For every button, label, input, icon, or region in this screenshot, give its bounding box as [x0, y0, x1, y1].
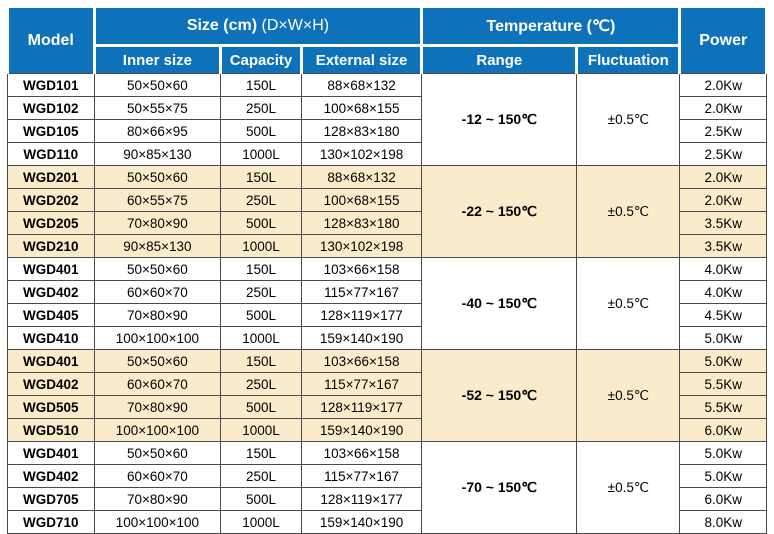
capacity-cell: 250L — [221, 189, 301, 212]
fluctuation-cell: ±0.5℃ — [577, 166, 680, 258]
external-size-cell: 128×83×180 — [301, 120, 422, 143]
fluctuation-cell: ±0.5℃ — [577, 74, 680, 166]
column-header-power: Power — [680, 7, 767, 74]
inner-size-cell: 90×85×130 — [94, 235, 221, 258]
external-size-cell: 159×140×190 — [301, 327, 422, 350]
power-cell: 4.0Kw — [680, 281, 767, 304]
capacity-cell: 500L — [221, 488, 301, 511]
power-cell: 8.0Kw — [680, 511, 767, 534]
inner-size-cell: 70×80×90 — [94, 304, 221, 327]
power-cell: 2.0Kw — [680, 166, 767, 189]
power-cell: 4.5Kw — [680, 304, 767, 327]
external-size-cell: 103×66×158 — [301, 350, 422, 373]
capacity-cell: 150L — [221, 166, 301, 189]
capacity-cell: 250L — [221, 373, 301, 396]
model-cell: WGD401 — [8, 350, 95, 373]
model-cell: WGD405 — [8, 304, 95, 327]
model-cell: WGD205 — [8, 212, 95, 235]
power-cell: 2.0Kw — [680, 74, 767, 97]
model-cell: WGD510 — [8, 419, 95, 442]
power-cell: 5.0Kw — [680, 350, 767, 373]
range-cell: -12 ~ 150℃ — [422, 74, 577, 166]
inner-size-cell: 100×100×100 — [94, 327, 221, 350]
column-group-size — [94, 7, 422, 46]
external-size-cell: 115×77×167 — [301, 465, 422, 488]
fluctuation-cell: ±0.5℃ — [577, 350, 680, 442]
table-row — [8, 258, 767, 281]
power-cell: 5.0Kw — [680, 442, 767, 465]
model-cell: WGD105 — [8, 120, 95, 143]
model-cell: WGD402 — [8, 373, 95, 396]
external-size-cell: 159×140×190 — [301, 419, 422, 442]
external-size-cell: 100×68×155 — [301, 97, 422, 120]
inner-size-cell: 60×55×75 — [94, 189, 221, 212]
capacity-cell: 150L — [221, 350, 301, 373]
capacity-cell: 1000L — [221, 143, 301, 166]
model-cell: WGD710 — [8, 511, 95, 534]
model-cell: WGD202 — [8, 189, 95, 212]
model-cell: WGD505 — [8, 396, 95, 419]
inner-size-cell: 50×50×60 — [94, 442, 221, 465]
table-row — [8, 74, 767, 97]
inner-size-cell: 50×55×75 — [94, 97, 221, 120]
size-group-label: Size (cm) — [186, 17, 258, 34]
capacity-cell: 1000L — [221, 419, 301, 442]
column-header-capacity: Capacity — [221, 46, 301, 74]
inner-size-cell: 70×80×90 — [94, 488, 221, 511]
capacity-cell: 150L — [221, 442, 301, 465]
external-size-cell: 128×119×177 — [301, 488, 422, 511]
model-cell: WGD410 — [8, 327, 95, 350]
model-cell: WGD402 — [8, 281, 95, 304]
table-row — [8, 166, 767, 189]
range-cell: -22 ~ 150℃ — [422, 166, 577, 258]
external-size-cell: 88×68×132 — [301, 166, 422, 189]
power-cell: 2.0Kw — [680, 97, 767, 120]
power-cell: 5.5Kw — [680, 373, 767, 396]
external-size-cell: 100×68×155 — [301, 189, 422, 212]
column-header-fluctuation: Fluctuation — [577, 46, 680, 74]
model-cell: WGD401 — [8, 442, 95, 465]
model-cell: WGD705 — [8, 488, 95, 511]
header-row-subcolumns — [8, 46, 767, 74]
capacity-cell: 1000L — [221, 235, 301, 258]
inner-size-cell: 60×60×70 — [94, 281, 221, 304]
power-cell: 2.0Kw — [680, 189, 767, 212]
capacity-cell: 500L — [221, 120, 301, 143]
inner-size-cell: 90×85×130 — [94, 143, 221, 166]
inner-size-cell: 50×50×60 — [94, 350, 221, 373]
column-header-range: Range — [422, 46, 577, 74]
range-cell: -70 ~ 150℃ — [422, 442, 577, 534]
inner-size-cell: 100×100×100 — [94, 419, 221, 442]
power-cell: 5.5Kw — [680, 396, 767, 419]
model-cell: WGD210 — [8, 235, 95, 258]
model-cell: WGD402 — [8, 465, 95, 488]
capacity-cell: 500L — [221, 212, 301, 235]
spec-table-body — [8, 74, 767, 534]
power-cell: 5.0Kw — [680, 465, 767, 488]
external-size-cell: 88×68×132 — [301, 74, 422, 97]
capacity-cell: 250L — [221, 97, 301, 120]
capacity-cell: 500L — [221, 304, 301, 327]
external-size-cell: 128×119×177 — [301, 396, 422, 419]
capacity-cell: 250L — [221, 281, 301, 304]
power-cell: 3.5Kw — [680, 235, 767, 258]
model-cell: WGD101 — [8, 74, 95, 97]
capacity-cell: 1000L — [221, 511, 301, 534]
model-cell: WGD401 — [8, 258, 95, 281]
fluctuation-cell: ±0.5℃ — [577, 258, 680, 350]
power-cell: 5.0Kw — [680, 327, 767, 350]
external-size-cell: 130×102×198 — [301, 235, 422, 258]
capacity-cell: 150L — [221, 74, 301, 97]
inner-size-cell: 80×66×95 — [94, 120, 221, 143]
capacity-cell: 1000L — [221, 327, 301, 350]
header-row-groups — [8, 7, 767, 46]
capacity-cell: 250L — [221, 465, 301, 488]
inner-size-cell: 60×60×70 — [94, 465, 221, 488]
model-cell: WGD110 — [8, 143, 95, 166]
power-cell: 2.5Kw — [680, 143, 767, 166]
column-header-external-size: External size — [301, 46, 422, 74]
power-cell: 2.5Kw — [680, 120, 767, 143]
external-size-cell: 103×66×158 — [301, 442, 422, 465]
capacity-cell: 150L — [221, 258, 301, 281]
inner-size-cell: 70×80×90 — [94, 396, 221, 419]
external-size-cell: 115×77×167 — [301, 281, 422, 304]
model-cell: WGD102 — [8, 97, 95, 120]
range-cell: -40 ~ 150℃ — [422, 258, 577, 350]
column-group-temperature: Temperature (℃) — [422, 7, 680, 46]
inner-size-cell: 50×50×60 — [94, 166, 221, 189]
model-cell: WGD201 — [8, 166, 95, 189]
inner-size-cell: 50×50×60 — [94, 258, 221, 281]
power-cell: 4.0Kw — [680, 258, 767, 281]
size-group-dimensions-label: (D×W×H) — [261, 17, 330, 34]
external-size-cell: 103×66×158 — [301, 258, 422, 281]
spec-table — [6, 5, 768, 534]
inner-size-cell: 60×60×70 — [94, 373, 221, 396]
external-size-cell: 115×77×167 — [301, 373, 422, 396]
inner-size-cell: 50×50×60 — [94, 74, 221, 97]
external-size-cell: 128×83×180 — [301, 212, 422, 235]
column-header-model: Model — [8, 7, 95, 74]
range-cell: -52 ~ 150℃ — [422, 350, 577, 442]
fluctuation-cell: ±0.5℃ — [577, 442, 680, 534]
table-row — [8, 350, 767, 373]
table-header — [8, 7, 767, 74]
external-size-cell: 130×102×198 — [301, 143, 422, 166]
external-size-cell: 159×140×190 — [301, 511, 422, 534]
inner-size-cell: 100×100×100 — [94, 511, 221, 534]
column-header-inner-size: Inner size — [94, 46, 221, 74]
inner-size-cell: 70×80×90 — [94, 212, 221, 235]
external-size-cell: 128×119×177 — [301, 304, 422, 327]
capacity-cell: 500L — [221, 396, 301, 419]
power-cell: 6.0Kw — [680, 488, 767, 511]
table-row — [8, 442, 767, 465]
power-cell: 3.5Kw — [680, 212, 767, 235]
power-cell: 6.0Kw — [680, 419, 767, 442]
